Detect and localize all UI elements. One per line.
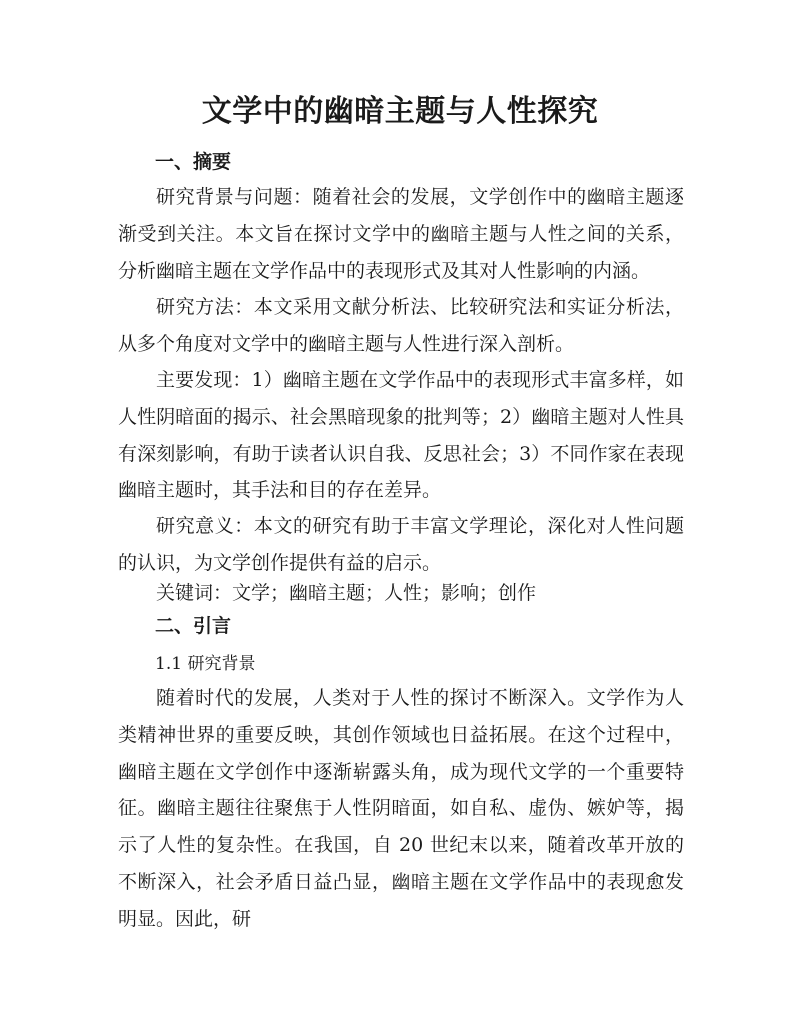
section-heading-abstract: 一、摘要 xyxy=(155,151,232,173)
abstract-significance-paragraph: 研究意义：本文的研究有助于丰富文学理论，深化对人性问题的认识，为文学创作提供有益的启示。 xyxy=(118,515,684,574)
section-heading-introduction: 二、引言 xyxy=(155,615,232,637)
keywords-line: 关键词：文学；幽暗主题；人性；影响；创作 xyxy=(156,582,537,604)
background-paragraph: 随着时代的发展，人类对于人性的探讨不断深入。文学作为人类精神世界的重要反映，其创作领域也日益拓展。在这个过程中，幽暗主题在文学创作中逐渐崭露头角，成为现代文学的一个重要特征。幽暗主题往往聚焦于人性阴暗面，如自私、虚伪、嫉妒等，揭示了人性的复杂性。在我国，自 20 世纪末以来，随着改革开放的不断深入，社会矛盾日益凸显，幽暗主题在文学作品中的表现愈发明显。因此，研 xyxy=(118,687,684,930)
subsection-heading-background: 1.1 研究背景 xyxy=(155,654,256,674)
abstract-findings-paragraph: 主要发现：1）幽暗主题在文学作品中的表现形式丰富多样，如人性阴暗面的揭示、社会黑暗现象的批判等；2）幽暗主题对人性具有深刻影响，有助于读者认识自我、反思社会；3）不同作家在表现幽暗主题时，其手法和目的存在差异。 xyxy=(118,369,684,502)
abstract-background-paragraph: 研究背景与问题：随着社会的发展，文学创作中的幽暗主题逐渐受到关注。本文旨在探讨文学中的幽暗主题与人性之间的关系，分析幽暗主题在文学作品中的表现形式及其对人性影响的内涵。 xyxy=(118,186,684,282)
document-title: 文学中的幽暗主题与人性探究 xyxy=(201,94,599,129)
abstract-method-paragraph: 研究方法：本文采用文献分析法、比较研究法和实证分析法，从多个角度对文学中的幽暗主题与人性进行深入剖析。 xyxy=(118,296,684,355)
